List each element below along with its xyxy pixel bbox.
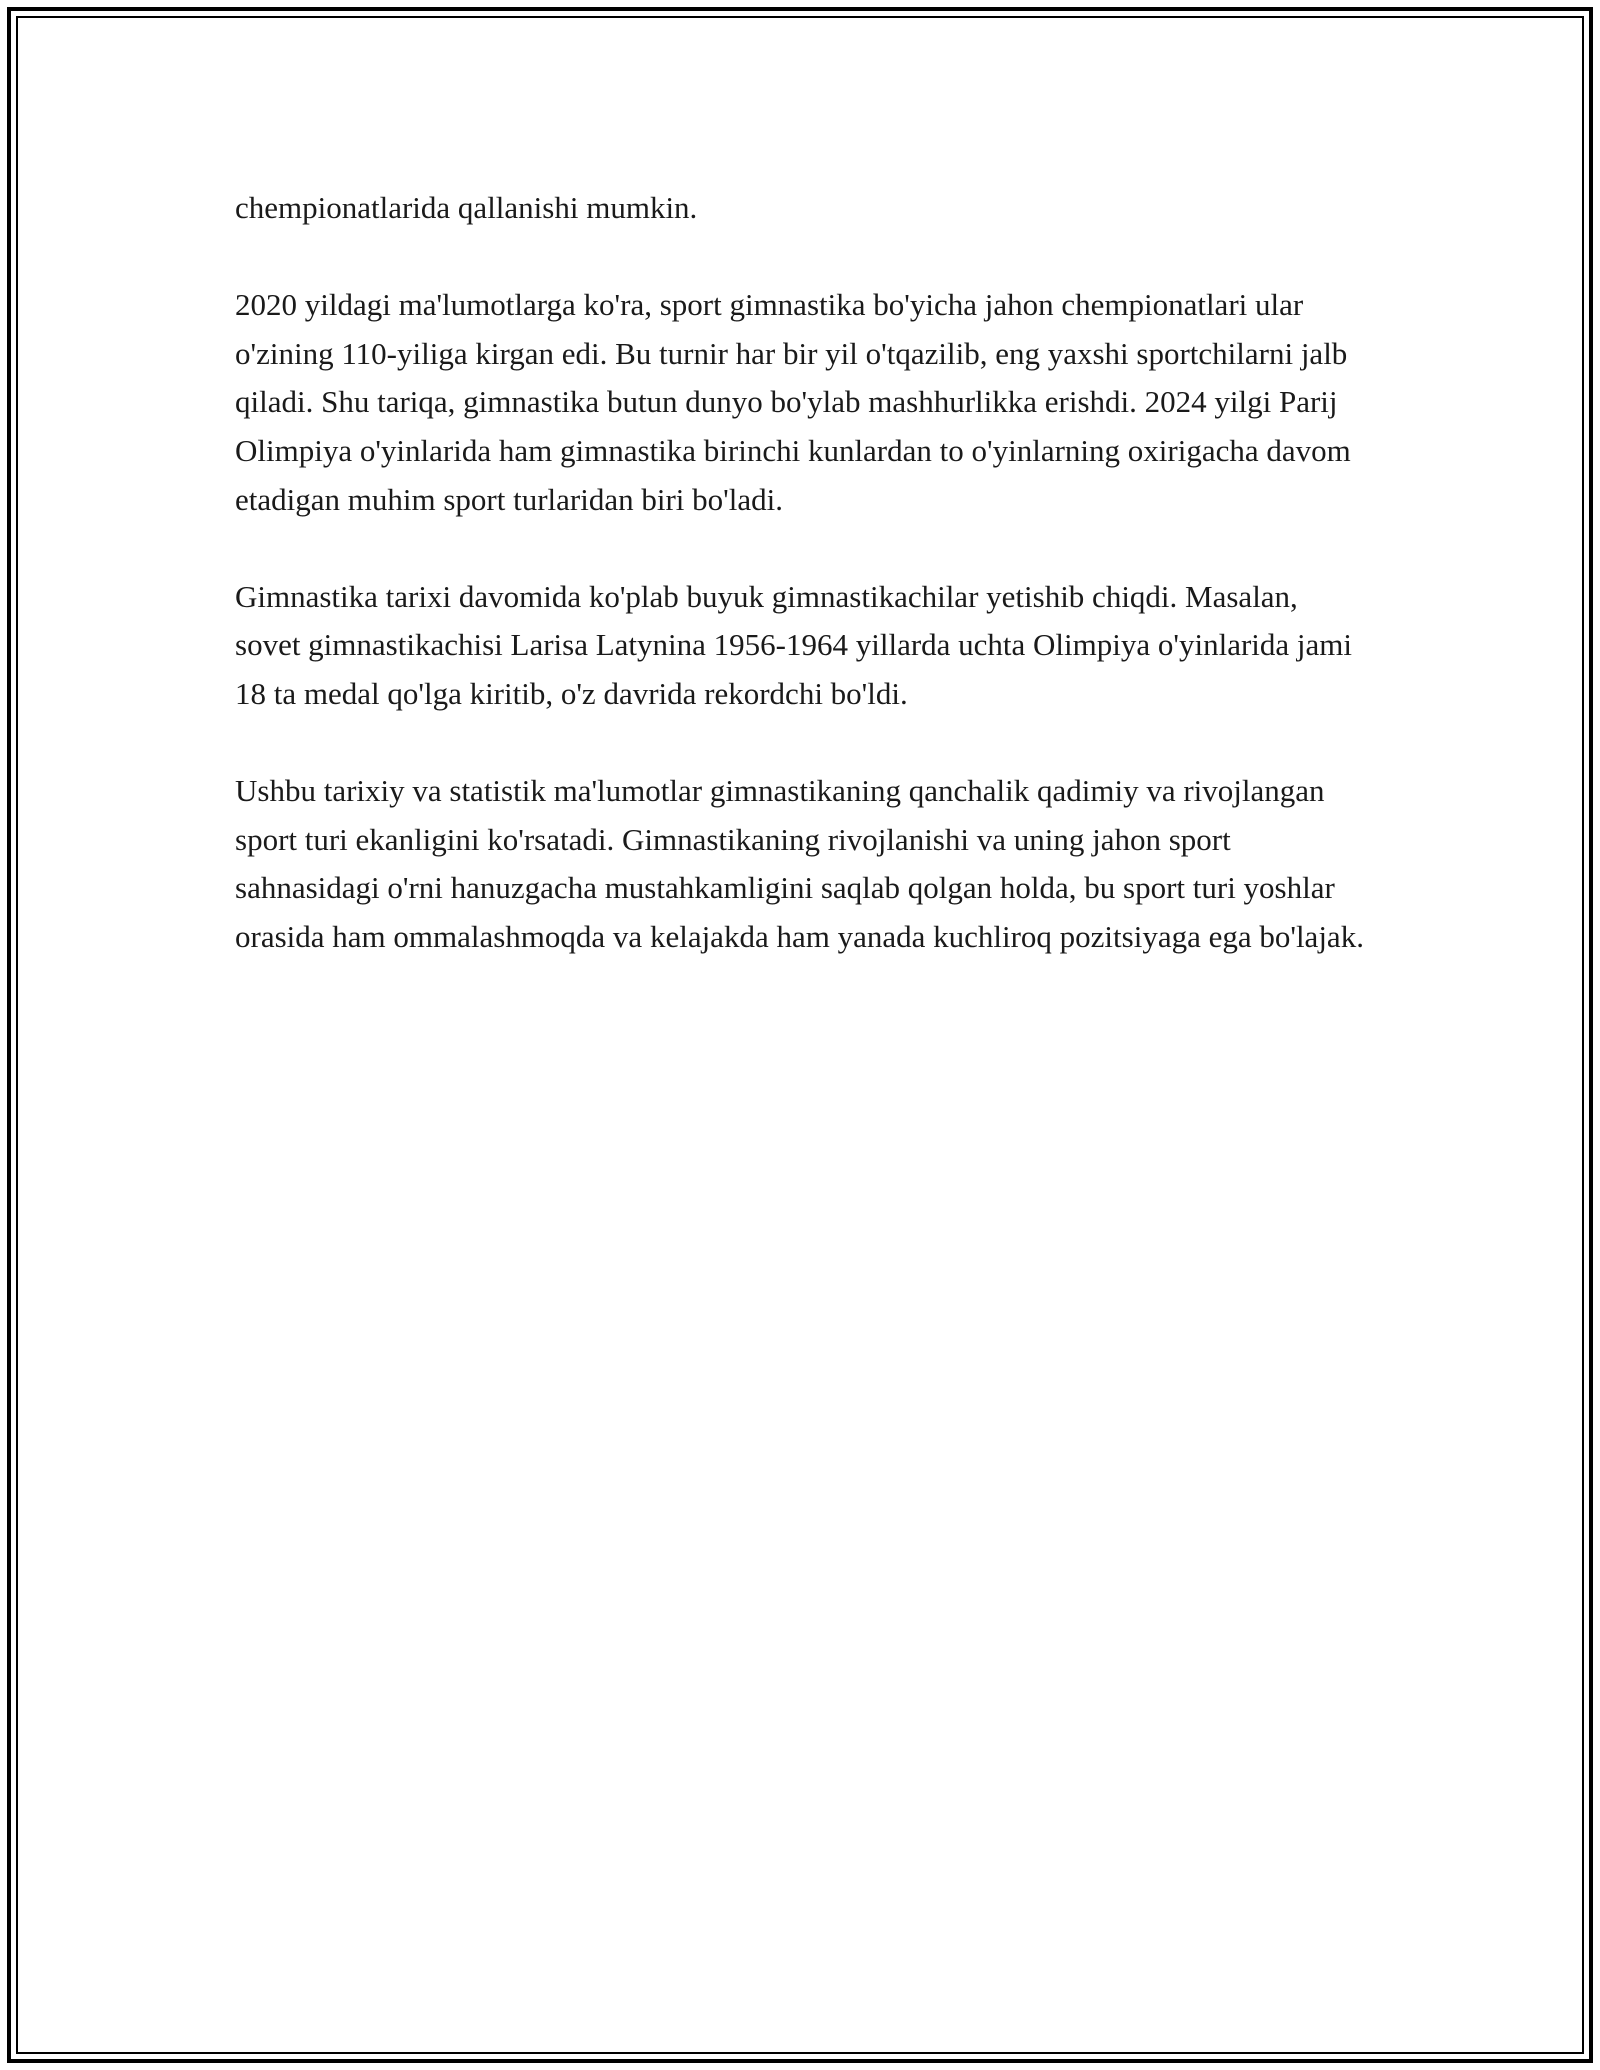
paragraph: Ushbu tarixiy va statistik ma'lumotlar gimnastikaning qanchalik qadimiy va rivojlangan sport turi ekanligini ko'rsatadi. Gimnastikaning rivojlanishi va uning jahon sport sahnasidagi o'rni hanuzgacha mustahkamligini saqlab qolgan holda, bu sport turi yoshlar orasida ham ommalashmoqda va kelajakda ham yanada kuchliroq pozitsiyaga ega bo'lajak. — [235, 773, 1364, 954]
paragraph: 2020 yildagi ma'lumotlarga ko'ra, sport gimnastika bo'yicha jahon chempionatlari ular o'zining 110-yiliga kirgan edi. Bu turnir har bir yil o'tqazilib, eng yaxshi sportchilarni jalb qiladi. Shu tariqa, gimnastika butun dunyo bo'ylab mashhurlikka erishdi. 2024 yilgi Parij Olimpiya o'yinlarida ham gimnastika birinchi kunlardan to o'yinlarning oxirigacha davom etadigan muhim sport turlaridan biri bo'ladi. — [235, 287, 1351, 517]
paragraph: Gimnastika tarixi davomida ko'plab buyuk gimnastikachilar yetishib chiqdi. Masalan, sovet gimnastikachisi Larisa Latynina 1956-1964 yillarda uchta Olimpiya o'yinlarida jami 18 ta medal qo'lga kiritib, o'z davrida rekordchi bo'ldi. — [235, 578, 1352, 711]
document-body — [235, 184, 1365, 1010]
paragraph: chempionatlarida qallanishi mumkin. — [235, 190, 698, 225]
